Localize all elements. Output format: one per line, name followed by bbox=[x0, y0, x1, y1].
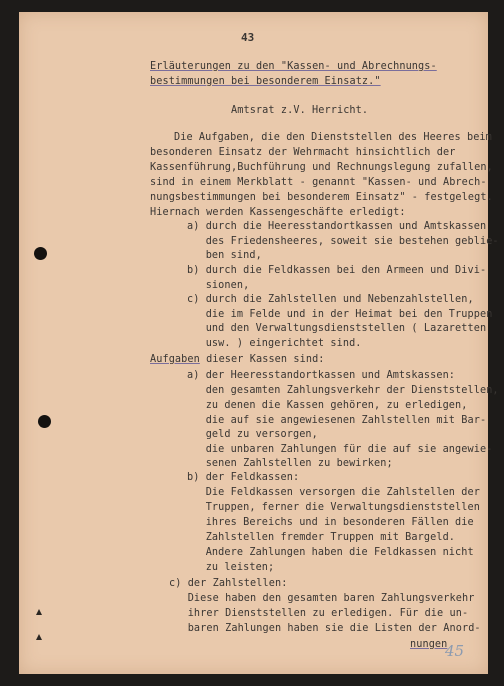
list1-item: des Friedensheeres, soweit sie bestehen geblie- bbox=[187, 236, 499, 247]
list1-item: b) durch die Feldkassen bei den Armeen und Divi- bbox=[187, 265, 487, 276]
list2-item: baren Zahlungen haben sie die Listen der Anord- bbox=[169, 623, 481, 634]
intro-line: nungsbestimmungen bei besonderem Einsatz" - festgelegt. bbox=[150, 192, 493, 203]
tasks-heading-underlined: Aufgaben bbox=[150, 354, 200, 365]
author-line: Amtsrat z.V. Herricht. bbox=[231, 105, 369, 116]
list2-item: Andere Zahlungen haben die Feldkassen nicht bbox=[187, 547, 474, 558]
intro-line: Hiernach werden Kassengeschäfte erledigt: bbox=[150, 207, 406, 218]
title-line: Erläuterungen zu den "Kassen- und Abrechnungs- bbox=[150, 61, 437, 72]
margin-mark-2 bbox=[36, 634, 42, 640]
list2-item: zu denen die Kassen gehören, zu erledigen, bbox=[187, 400, 468, 411]
punch-hole-bottom bbox=[38, 415, 51, 428]
tasks-heading bbox=[150, 354, 325, 366]
list1-item: a) durch die Heeresstandortkassen und Amtskassen bbox=[187, 221, 487, 232]
handwritten-page-number: 45 bbox=[445, 642, 465, 660]
punch-hole-top bbox=[34, 247, 47, 260]
page-number: 43 bbox=[241, 31, 255, 44]
list1-item: c) durch die Zahlstellen und Nebenzahlstellen, bbox=[187, 294, 474, 305]
list2-item: senen Zahlstellen zu bewirken; bbox=[187, 458, 393, 469]
list2-item: a) der Heeresstandortkassen und Amtskassen: bbox=[187, 370, 456, 381]
list1-item: sionen, bbox=[187, 280, 250, 291]
margin-mark-1 bbox=[36, 609, 42, 615]
list2-item: c) der Zahlstellen: bbox=[169, 578, 288, 589]
intro-line: Kassenführung,Buchführung und Rechnungslegung zufallen, bbox=[150, 162, 493, 173]
intro-line: besonderen Einsatz der Wehrmacht hinsichtlich der bbox=[150, 147, 456, 158]
list2-item: ihres Bereichs und in besonderen Fällen die bbox=[187, 517, 474, 528]
list1-item: ben sind, bbox=[187, 250, 262, 261]
list2-item: Truppen, ferner die Verwaltungsdienststellen bbox=[187, 502, 480, 513]
list2-item: Die Feldkassen versorgen die Zahlstellen der bbox=[187, 487, 480, 498]
list2-item: zu leisten; bbox=[187, 562, 275, 573]
list1-item: usw. ) eingerichtet sind. bbox=[187, 338, 362, 349]
intro-line: sind in einem Merkblatt - genannt "Kassen- und Abrech- bbox=[150, 177, 487, 188]
intro-line: Die Aufgaben, die den Dienststellen des Heeres beim bbox=[174, 132, 492, 143]
list2-item: geld zu versorgen, bbox=[187, 429, 318, 440]
list1-item: und den Verwaltungsdienststellen ( Lazaretten bbox=[187, 323, 487, 334]
list2-item: die auf sie angewiesenen Zahlstellen mit Bar- bbox=[187, 415, 487, 426]
list2-item: Zahlstellen fremder Truppen mit Bargeld. bbox=[187, 532, 456, 543]
list1-item: die im Felde und in der Heimat bei den Truppen bbox=[187, 309, 493, 320]
list2-item: die unbaren Zahlungen für die auf sie angewie- bbox=[187, 444, 493, 455]
list2-item: Diese haben den gesamten baren Zahlungsverkehr bbox=[169, 593, 475, 604]
list2-item: den gesamten Zahlungsverkehr der Dienststellen, bbox=[187, 385, 499, 396]
document-page bbox=[19, 12, 499, 674]
tasks-heading-rest: dieser Kassen sind: bbox=[199, 354, 325, 365]
catchword: nungen bbox=[410, 639, 448, 650]
list2-item: b) der Feldkassen: bbox=[187, 472, 300, 483]
list2-item: ihrer Dienststellen zu erledigen. Für die un- bbox=[169, 608, 469, 619]
title-line: bestimmungen bei besonderem Einsatz." bbox=[150, 76, 381, 87]
